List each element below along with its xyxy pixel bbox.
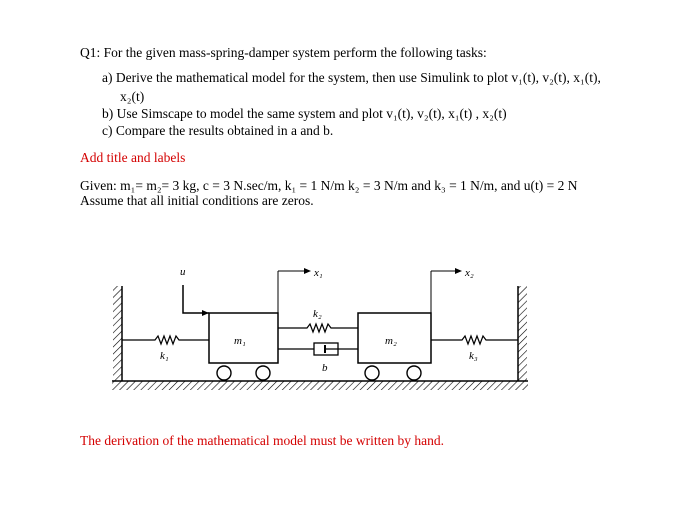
label-m1: m₁ [234, 335, 246, 347]
task-a-line1: a) Derive the mathematical model for the system, then use Simulink to plot v₁(t), v₂(t), x₁(t), [102, 70, 601, 85]
label-k3: k₃ [469, 350, 478, 362]
add-labels-note: Add title and labels [80, 150, 186, 165]
label-k1: k₁ [160, 350, 169, 362]
label-x2: x₂ [465, 267, 474, 279]
initial-conditions: Assume that all initial conditions are zeros. [80, 193, 314, 208]
damper-b [278, 343, 358, 355]
task-c: c) Compare the results obtained in a and b. [102, 123, 334, 138]
task-b: b) Use Simscape to model the same system and plot v₁(t), v₂(t), x₁(t) , x₂(t) [102, 106, 507, 121]
label-k2: k₂ [313, 308, 322, 320]
task-a-line2: x₂(t) [120, 89, 145, 104]
spring-k1 [122, 336, 209, 344]
label-u: u [180, 266, 186, 278]
spring-k2 [278, 324, 358, 332]
left-wall-hatch [113, 286, 122, 381]
mass-2-wheel-right [407, 366, 421, 380]
mass-1-wheel-right [256, 366, 270, 380]
ground-hatch [112, 381, 528, 390]
spring-k3 [431, 336, 518, 344]
mass-1-wheel-left [217, 366, 231, 380]
given-parameters: Given: m₁= m₂= 3 kg, c = 3 N.sec/m, k₁ = 1 N/m k₂ = 3 N/m and k₃ = 1 N/m, and u(t) = 2 N [80, 178, 578, 193]
right-wall-hatch [518, 286, 527, 381]
label-b: b [322, 362, 328, 374]
label-m2: m₂ [385, 335, 397, 347]
derivation-note: The derivation of the mathematical model must be written by hand. [80, 433, 445, 448]
mass-2-wheel-left [365, 366, 379, 380]
input-force-arrow [183, 285, 209, 313]
input-force-arrowhead [202, 310, 209, 316]
question-title: Q1: For the given mass-spring-damper system perform the following tasks: [80, 45, 487, 60]
label-x1: x₁ [314, 267, 323, 279]
